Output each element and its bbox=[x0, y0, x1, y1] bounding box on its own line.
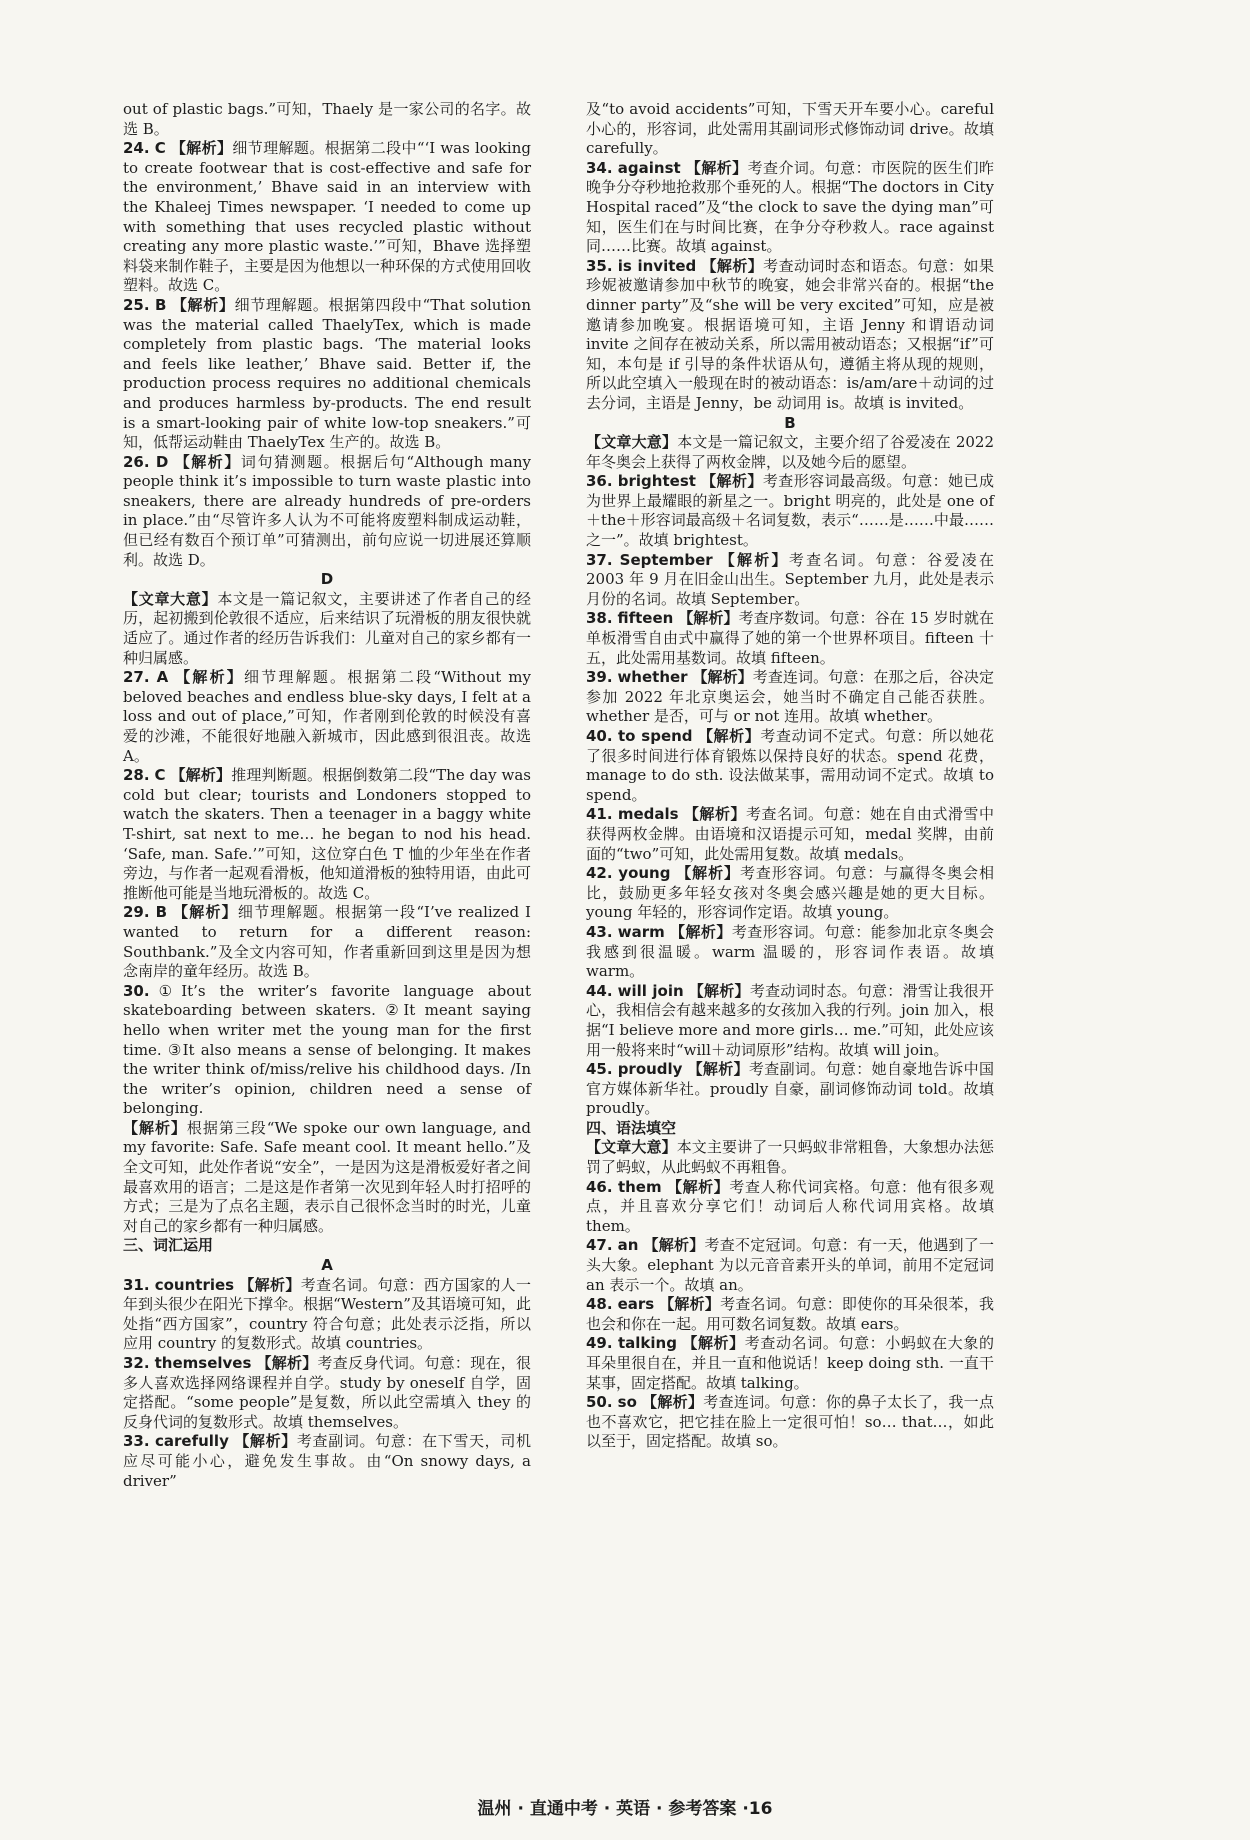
question-number: 39. bbox=[586, 668, 613, 687]
answer-item bbox=[586, 1393, 994, 1452]
analysis-tag: 【解析】 bbox=[643, 1236, 705, 1255]
continued-paragraph: 及“to avoid accidents”可知，下雪天开车要小心。careful 小心的，形容词，此处需用其副词形式修饰动词 drive。故填 carefully。 bbox=[586, 100, 994, 158]
right-column bbox=[586, 100, 994, 1452]
answer-item bbox=[123, 766, 531, 903]
answer-item bbox=[586, 668, 994, 727]
explanation-text: 考查名词。句意：她在自由式滑雪中获得两枚金牌。由语境和汉语提示可知，medal 奖牌，由前面的“two”可知，此处需用复数。故填 medals。 bbox=[586, 805, 994, 863]
analysis-tag: 【解析】 bbox=[659, 1295, 721, 1314]
answer-key: whether bbox=[617, 668, 688, 687]
answer-item bbox=[123, 296, 531, 453]
explanation-text: ①It’s the writer’s favorite language about skateboarding between skaters. ②It meant saying hello when writer met the young man for the first time. ③It also means a sense of belonging. It makes the writer think of/miss/relive his childhood days. /In the writer’s opinion, children need a sense of belonging. bbox=[123, 981, 531, 1118]
answer-item bbox=[123, 453, 531, 571]
answer-key: brightest bbox=[617, 472, 696, 491]
question-number: 40. bbox=[586, 727, 613, 745]
analysis-tag: 【解析】 bbox=[173, 903, 238, 922]
answer-key: young bbox=[618, 864, 671, 883]
question-number: 32. bbox=[123, 1354, 150, 1372]
summary-paragraph bbox=[123, 1119, 531, 1237]
question-number: 35. bbox=[586, 256, 613, 275]
summary-text: 本文是一篇记叙文，主要介绍了谷爱凌在 2022 年冬奥会上获得了两枚金牌，以及她今后的愿望。 bbox=[586, 433, 994, 471]
part-letter: D bbox=[320, 570, 334, 589]
explanation-text: 考查名词。句意：谷爱凌在 2003 年 9 月在旧金山出生。September 九月，此处是表示月份的名词。故填 September。 bbox=[586, 550, 994, 608]
explanation-text: 考查连词。句意：你的鼻子太长了，我一点也不喜欢它，把它挂在脸上一定很可怕！so… that…，如此以至于，固定搭配。故填 so。 bbox=[586, 1393, 994, 1451]
answer-key: is invited bbox=[617, 256, 697, 275]
section-title: 四、语法填空 bbox=[586, 1118, 677, 1137]
analysis-tag: 【解析】 bbox=[687, 1060, 749, 1079]
answer-item bbox=[123, 1432, 531, 1491]
explanation-text: 考查副词。句意：在下雪天，司机应尽可能小心，避免发生事故。由“On snowy days, a driver” bbox=[123, 1432, 531, 1490]
question-number: 41. bbox=[586, 805, 613, 824]
answer-key: to spend bbox=[617, 727, 693, 745]
answer-item bbox=[586, 805, 994, 864]
question-number: 50. bbox=[586, 1393, 613, 1412]
explanation-text: 考查不定冠词。句意：有一天，他遇到了一头大象。elephant 为以元音音素开头的单词，前用不定冠词 an 表示一个。故填 an。 bbox=[586, 1236, 994, 1294]
answer-key: B bbox=[155, 295, 167, 314]
question-number: 25. bbox=[123, 295, 150, 314]
answer-item bbox=[586, 159, 994, 257]
answer-key: B bbox=[155, 903, 168, 922]
analysis-tag: 【解析】 bbox=[676, 864, 740, 883]
continued-paragraph: out of plastic bags.”可知，Thaely 是一家公司的名字。故选 B。 bbox=[123, 100, 531, 138]
analysis-tag: 【文章大意】 bbox=[586, 433, 678, 452]
summary-paragraph bbox=[586, 1138, 994, 1177]
answer-item bbox=[586, 1178, 994, 1237]
page-footer: 温州 · 直通中考 · 英语 · 参考答案 ·16 bbox=[477, 1799, 773, 1819]
answer-item bbox=[123, 139, 531, 296]
explanation-text: 细节理解题。根据第四段中“That solution was the material called ThaelyTex, which is made completely from plastic bags. ‘The material looks and feels like leather,’ Bhave said. Better if, the production process requires no additional chemicals and produces harmless by-products. The end result is a smart-looking pair of white low-top sneakers.”可知，低帮运动鞋由 ThaelyTex 生产的。故选 B。 bbox=[123, 295, 531, 452]
answer-item bbox=[586, 923, 994, 982]
explanation-text: 考查名词。句意：即使你的耳朵很苯，我也会和你在一起。用可数名词复数。故填 ears。 bbox=[586, 1295, 994, 1333]
question-number: 48. bbox=[586, 1295, 613, 1314]
answer-key: A bbox=[156, 668, 169, 687]
answer-key: C bbox=[154, 766, 166, 785]
answer-item bbox=[123, 1276, 531, 1354]
analysis-tag: 【解析】 bbox=[701, 256, 764, 275]
analysis-tag: 【解析】 bbox=[678, 609, 739, 628]
analysis-tag: 【解析】 bbox=[175, 668, 244, 687]
question-number: 45. bbox=[586, 1060, 613, 1079]
summary-text: 根据第三段“We spoke our own language, and my favorite: Safe. Safe meant cool. It meant hello.”及全文可知，此处作者说“安全”，一是因为这是滑板爱好者之间最喜欢用的语言；二是这是作者第一次见到年轻人时打招呼的方式；三是为了点名主题，表示自己很怀念当时的时光，儿童对自己的家乡都有一种归属感。 bbox=[123, 1118, 531, 1235]
answer-item bbox=[586, 1334, 994, 1393]
question-number: 24. bbox=[123, 139, 150, 158]
answer-key: carefully bbox=[155, 1432, 229, 1451]
answer-item bbox=[586, 472, 994, 550]
analysis-tag: 【文章大意】 bbox=[123, 589, 218, 608]
answer-item bbox=[586, 551, 994, 610]
answer-item bbox=[586, 257, 994, 414]
part-letter: B bbox=[784, 413, 796, 432]
answer-item bbox=[586, 1295, 994, 1334]
summary-paragraph bbox=[586, 433, 994, 472]
analysis-tag: 【解析】 bbox=[174, 452, 241, 471]
answer-key: D bbox=[155, 452, 169, 471]
analysis-tag: 【解析】 bbox=[685, 158, 748, 177]
analysis-tag: 【解析】 bbox=[670, 922, 732, 941]
explanation-text: 考查动词时态。句意：滑雪让我很开心，我相信会有越来越多的女孩加入我的行列。join 加入，根据“I believe more and more girls… me.”可知，此处应该用一般将来时“will＋动词原形”结构。故填 will join。 bbox=[586, 981, 994, 1059]
analysis-tag: 【文章大意】 bbox=[586, 1138, 677, 1157]
explanation-text: 考查动词时态和语态。句意：如果珍妮被邀请参加中秋节的晚宴，她会非常兴奋的。根据“the dinner party”及“she will be very excited”可知，应是被邀请参加晚宴。根据语境可知，主语 Jenny 和谓语动词 invite 之间存在被动关系，所以需用被动语态；又根据“if”可知，本句是 if 引导的条件状语从句，遵循主将从现的规则，所以此空填入一般现在时的被动语态：is/am/are＋动词的过去分词，主语是 Jenny，be 动词用 is。故填 is invited。 bbox=[586, 256, 994, 412]
analysis-tag: 【解析】 bbox=[234, 1432, 297, 1451]
explanation-text: 细节理解题。根据第二段中“‘I was looking to create footwear that is cost-effective and safe for the environment,’ Bhave said in an interview with the Khaleej Times newspaper. ‘I needed to come up with something that uses recycled plastic without creating any more plastic waste.’”可知，Bhave 选择塑料袋来制作鞋子，主要是因为他想以一种环保的方式使用回收塑料。故选 C。 bbox=[123, 139, 531, 295]
answer-key: talking bbox=[617, 1334, 677, 1353]
analysis-tag: 【解析】 bbox=[256, 1354, 318, 1372]
question-number: 42. bbox=[586, 864, 613, 883]
analysis-tag: 【解析】 bbox=[642, 1393, 704, 1412]
summary-paragraph bbox=[123, 590, 531, 668]
question-number: 43. bbox=[586, 922, 613, 941]
analysis-tag: 【解析】 bbox=[697, 727, 761, 745]
question-number: 37. bbox=[586, 550, 613, 569]
question-number: 46. bbox=[586, 1177, 613, 1196]
explanation-text: 考查名词。句意：西方国家的人一年到头很少在阳光下撑伞。根据“Western”及其语境可知，此处指“西方国家”，country 符合句意；此处表示泛指，所以应用 country 的复数形式。故填 countries。 bbox=[123, 1275, 531, 1353]
answer-key: will join bbox=[617, 981, 684, 1000]
analysis-tag: 【解析】 bbox=[171, 295, 235, 314]
question-number: 47. bbox=[586, 1236, 613, 1255]
question-number: 31. bbox=[123, 1275, 150, 1294]
explanation-text: 考查形容词。句意：能参加北京冬奥会我感到很温暖。warm 温暖的，形容词作表语。故填 warm。 bbox=[586, 922, 994, 981]
analysis-tag: 【解析】 bbox=[123, 1118, 187, 1137]
question-number: 44. bbox=[586, 981, 613, 1000]
answer-key: against bbox=[617, 158, 681, 177]
analysis-tag: 【解析】 bbox=[170, 139, 233, 158]
analysis-tag: 【解析】 bbox=[719, 550, 789, 569]
summary-text: 本文主要讲了一只蚂蚁非常粗鲁，大象想办法惩罚了蚂蚁，从此蚂蚁不再粗鲁。 bbox=[586, 1138, 994, 1177]
question-number: 29. bbox=[123, 903, 150, 922]
analysis-tag: 【解析】 bbox=[682, 1334, 745, 1353]
answer-item bbox=[123, 668, 531, 766]
question-number: 28. bbox=[123, 766, 150, 785]
answer-key: C bbox=[154, 139, 166, 158]
explanation-text: 细节理解题。根据第二段“Without my beloved beaches and endless blue-sky days, I felt at a loss and out of place,”可知，作者刚到伦敦的时候没有喜爱的沙滩，不能很好地融入新城市，因此感到很沮丧。故选 A。 bbox=[123, 668, 531, 765]
explanation-text: 考查反身代词。句意：现在，很多人喜欢选择网络课程并自学。study by oneself 自学，固定搭配。“some people”是复数，所以此空需填入 they 的反身代词的复数形式。故填 themselves。 bbox=[123, 1354, 531, 1431]
explanation-text: 考查人称代词宾格。句意：他有很多观点，并且喜欢分享它们！动词后人称代词用宾格。故填 them。 bbox=[586, 1177, 994, 1235]
answer-key: them bbox=[617, 1177, 662, 1196]
analysis-tag: 【解析】 bbox=[688, 981, 750, 1000]
answer-item bbox=[123, 1354, 531, 1432]
part-letter: A bbox=[321, 1256, 333, 1275]
answer-key: an bbox=[617, 1236, 639, 1255]
analysis-tag: 【解析】 bbox=[170, 766, 232, 785]
answer-key: proudly bbox=[617, 1060, 683, 1079]
explanation-text: 考查连词。句意：在那之后，谷决定参加 2022 年北京奥运会，她当时不确定自己能否获胜。whether 是否，可与 or not 连用。故填 whether。 bbox=[586, 668, 994, 726]
explanation-text: 考查副词。句意：她自豪地告诉中国官方媒体新华社。proudly 自豪，副词修饰动词 told。故填 proudly。 bbox=[586, 1060, 994, 1118]
explanation-text: 考查形容词。句意：与赢得冬奥会相比，鼓励更多年轻女孩对冬奥会感兴趣是她的更大目标。young 年轻的，形容词作定语。故填 young。 bbox=[586, 864, 994, 922]
explanation-text: 推理判断题。根据倒数第二段“The day was cold but clear; tourists and Londoners stopped to watch the skaters. Then a teenager in a baggy white T-shirt, sat next to me… he began to nod his head. ‘Safe, man. Safe.’”可知，这位穿白色 T 恤的少年坐在作者旁边，与作者一起观看滑板，他知道滑板的独特用语，由此可推断他可能是当地玩滑板的。故选 C。 bbox=[123, 766, 531, 902]
question-number: 33. bbox=[123, 1432, 150, 1451]
question-number: 49. bbox=[586, 1334, 613, 1353]
question-number: 27. bbox=[123, 668, 150, 687]
question-number: 26. bbox=[123, 452, 150, 471]
explanation-text: 考查动词不定式。句意：所以她花了很多时间进行体育锻炼以保持良好的状态。spend 花费，manage to do sth. 设法做某事，需用动词不定式。故填 to spend。 bbox=[586, 727, 994, 804]
answer-key: so bbox=[617, 1393, 637, 1412]
answer-item bbox=[586, 727, 994, 805]
explanation-text: 细节理解题。根据第一段“I’ve realized I wanted to return for a different reason: Southbank.”及全文内容可知，作者重新回到这里是因为想念南岸的童年经历。故选 B。 bbox=[123, 903, 531, 981]
answer-key: themselves bbox=[154, 1354, 252, 1372]
explanation-text: 考查动名词。句意：小蚂蚁在大象的耳朵里很自在，并且一直和他说话！keep doing sth. 一直干某事，固定搭配。故填 talking。 bbox=[586, 1334, 994, 1392]
analysis-tag: 【解析】 bbox=[692, 668, 753, 687]
answer-item bbox=[123, 903, 531, 981]
analysis-tag: 【解析】 bbox=[683, 805, 747, 824]
left-column bbox=[123, 100, 531, 1491]
explanation-text: 考查形容词最高级。句意：她已成为世界上最耀眼的新星之一。bright 明亮的，此处是 one of＋the＋形容词最高级＋名词复数，表示“……是……中最……之一”。故填 brightest。 bbox=[586, 472, 994, 550]
answer-item bbox=[586, 864, 994, 923]
analysis-tag: 【解析】 bbox=[239, 1275, 301, 1294]
question-number: 36. bbox=[586, 472, 613, 491]
answer-item bbox=[586, 982, 994, 1060]
summary-text: 本文是一篇记叙文，主要讲述了作者自己的经历，起初搬到伦敦很不适应，后来结识了玩滑板的朋友很快就适应了。通过作者的经历告诉我们：儿童对自己的家乡都有一种归属感。 bbox=[123, 589, 531, 667]
answer-item bbox=[586, 609, 994, 668]
answer-key: warm bbox=[617, 922, 665, 941]
explanation-text: 考查序数词。句意：谷在 15 岁时就在单板滑雪自由式中赢得了她的第一个世界杯项目。fifteen 十五，此处需用基数词。故填 fifteen。 bbox=[586, 609, 994, 667]
analysis-tag: 【解析】 bbox=[701, 472, 763, 491]
question-number: 34. bbox=[586, 158, 613, 177]
explanation-text: 考查介词。句意：市医院的医生们昨晚争分夺秒地抢救那个垂死的人。根据“The doctors in City Hospital raced”及“the clock to save the dying man”可知，医生们在与时间比赛，在争分夺秒救人。race against 同……比赛。故填 against。 bbox=[586, 158, 994, 256]
question-number: 30. bbox=[123, 981, 150, 1000]
explanation-text: 词句猜测题。根据后句“Although many people think it’s impossible to turn waste plastic into sneakers, there are already hundreds of pre-orders in place.”由“尽管许多人认为不可能将废塑料制成运动鞋，但已经有数百个预订单”可猜测出，前句应说一切进展还算顺利。故选 D。 bbox=[123, 452, 531, 569]
analysis-tag: 【解析】 bbox=[666, 1177, 730, 1196]
answer-item bbox=[123, 982, 531, 1119]
question-number: 38. bbox=[586, 609, 613, 628]
answer-key: fifteen bbox=[617, 609, 674, 628]
answer-key: ears bbox=[617, 1295, 655, 1314]
answer-item bbox=[586, 1236, 994, 1295]
answer-key: September bbox=[619, 550, 713, 569]
section-title: 三、词汇运用 bbox=[123, 1236, 214, 1255]
answer-key: medals bbox=[617, 805, 679, 824]
answer-key: countries bbox=[154, 1275, 235, 1294]
answer-item bbox=[586, 1060, 994, 1119]
